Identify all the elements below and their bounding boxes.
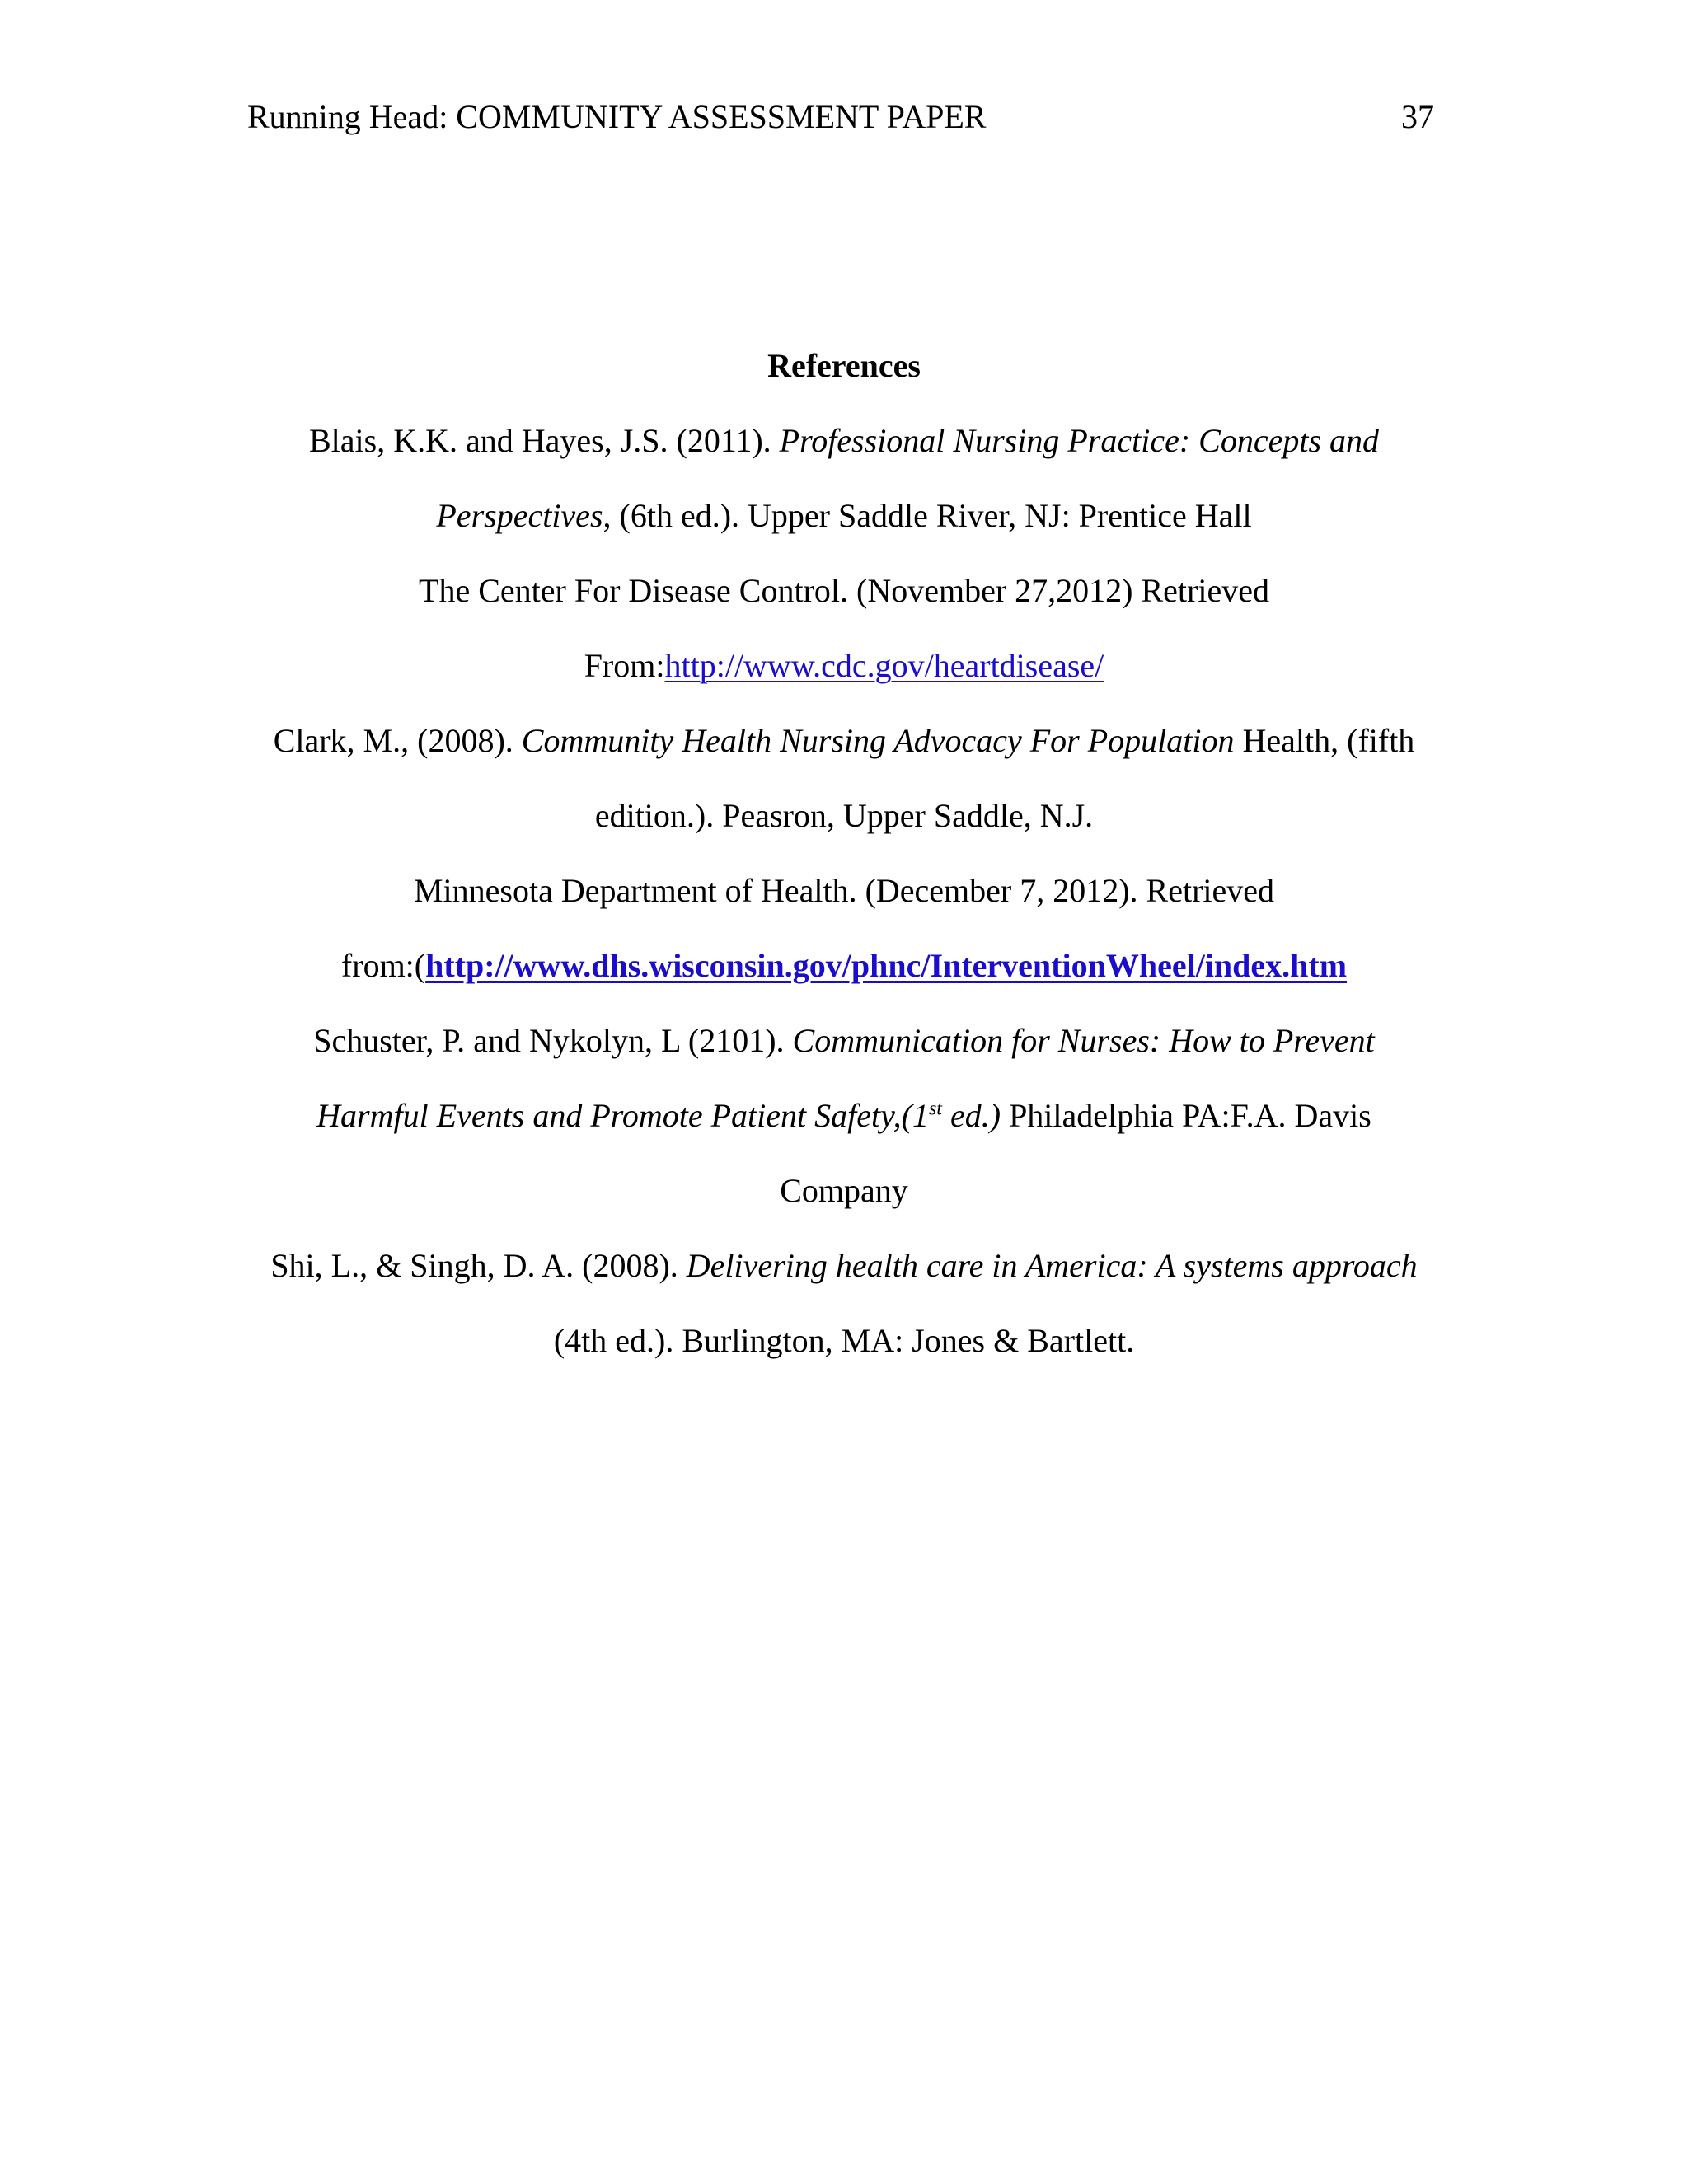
reference-retrieval-prefix: From: [584, 647, 665, 684]
reference-clark-line2: edition.). Peasron, Upper Saddle, N.J. [594, 797, 1094, 834]
running-head: Running Head: COMMUNITY ASSESSMENT PAPER [247, 98, 987, 135]
reference-schuster-line3: Company [780, 1172, 908, 1209]
reference-shi-line1 [0, 1246, 1688, 1286]
page-number: 37 [1401, 98, 1434, 135]
reference-publisher: Philadelphia PA:F.A. Davis [1001, 1097, 1372, 1134]
reference-schuster-line2 [0, 1096, 1688, 1136]
reference-title: Communication for Nurses: How to Prevent [792, 1022, 1375, 1059]
reference-cdc-line2 [0, 646, 1688, 686]
reference-title: Perspectives [436, 497, 603, 534]
reference-title: Professional Nursing Practice: Concepts and [779, 422, 1380, 459]
reference-authors: Clark, M., (2008). [273, 722, 522, 759]
reference-publisher: , (6th ed.). Upper Saddle River, NJ: Prentice Hall [603, 497, 1252, 534]
reference-shi-line2: (4th ed.). Burlington, MA: Jones & Bartlett. [553, 1322, 1135, 1359]
reference-authors: Schuster, P. and Nykolyn, L (2101). [313, 1022, 793, 1059]
reference-authors: Blais, K.K. and Hayes, J.S. (2011). [308, 422, 780, 459]
reference-blais-line2 [0, 496, 1688, 536]
cdc-heartdisease-link[interactable]: http://www.cdc.gov/heartdisease/ [664, 647, 1104, 684]
reference-blais-line1 [0, 421, 1688, 461]
reference-superscript: st [928, 1098, 942, 1120]
intervention-wheel-link[interactable]: http://www.dhs.wisconsin.gov/phnc/InterventionWheel/index.htm [425, 947, 1348, 984]
reference-schuster-line1 [0, 1021, 1688, 1061]
references-title: References [767, 347, 921, 384]
reference-title: Harmful Events and Promote Patient Safety,(1 [316, 1097, 929, 1134]
reference-cdc-line1: The Center For Disease Control. (November 27,2012) Retrieved [419, 572, 1269, 609]
reference-mdh-line2 [0, 946, 1688, 986]
reference-title: Delivering health care in America: A systems approach [686, 1247, 1418, 1284]
reference-mdh-line1: Minnesota Department of Health. (December 7, 2012). Retrieved [413, 872, 1275, 909]
reference-edition: ed.) [941, 1097, 1001, 1134]
reference-retrieval-prefix: from:( [340, 947, 426, 984]
reference-title-rest: Health, (fifth [1234, 722, 1415, 759]
reference-clark-line1 [0, 721, 1688, 761]
reference-authors: Shi, L., & Singh, D. A. (2008). [270, 1247, 687, 1284]
reference-title: Community Health Nursing Advocacy For Population [521, 722, 1235, 759]
